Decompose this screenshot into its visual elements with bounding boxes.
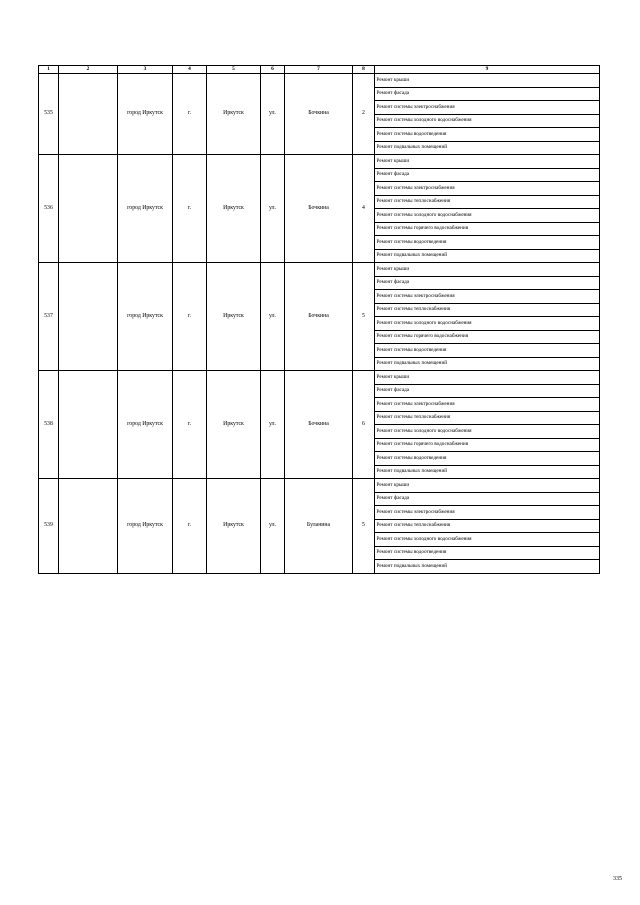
repair-work-item: Ремонт подвальных помещений bbox=[375, 560, 600, 574]
repair-work-item: Ремонт фасада bbox=[375, 168, 600, 182]
repair-work-item: Ремонт подвальных помещений bbox=[375, 249, 600, 263]
header-col-7: 7 bbox=[285, 66, 353, 74]
repair-work-item: Ремонт системы холодного водоснабжения bbox=[375, 533, 600, 547]
record-number: 537 bbox=[39, 263, 59, 371]
record-locality-type: г. bbox=[173, 371, 207, 479]
record-city: город Иркутск bbox=[118, 371, 173, 479]
record-house: 2 bbox=[353, 74, 375, 155]
record-col2 bbox=[59, 479, 118, 574]
record-house: 4 bbox=[353, 155, 375, 263]
table-row bbox=[39, 74, 600, 88]
record-street: Бочкина bbox=[285, 371, 353, 479]
repair-work-item: Ремонт фасада bbox=[375, 87, 600, 101]
record-col2 bbox=[59, 74, 118, 155]
record-street-type: ул. bbox=[261, 263, 285, 371]
record-street: Буланина bbox=[285, 479, 353, 574]
record-street: Бочкина bbox=[285, 74, 353, 155]
record-city: город Иркутск bbox=[118, 155, 173, 263]
header-col-8: 8 bbox=[353, 66, 375, 74]
record-house: 5 bbox=[353, 479, 375, 574]
repair-work-item: Ремонт фасада bbox=[375, 492, 600, 506]
repair-work-item: Ремонт системы теплоснабжения bbox=[375, 303, 600, 317]
header-col-5: 5 bbox=[207, 66, 261, 74]
repair-work-item: Ремонт системы холодного водоснабжения bbox=[375, 209, 600, 223]
repair-work-item: Ремонт системы теплоснабжения bbox=[375, 195, 600, 209]
repair-work-item: Ремонт системы электроснабжения bbox=[375, 506, 600, 520]
record-locality: Иркутск bbox=[207, 479, 261, 574]
header-col-9: 9 bbox=[375, 66, 600, 74]
repair-table bbox=[38, 65, 600, 574]
record-locality-type: г. bbox=[173, 263, 207, 371]
record-col2 bbox=[59, 155, 118, 263]
record-street-type: ул. bbox=[261, 479, 285, 574]
record-locality-type: г. bbox=[173, 74, 207, 155]
record-number: 536 bbox=[39, 155, 59, 263]
record-col2 bbox=[59, 263, 118, 371]
header-col-2: 2 bbox=[59, 66, 118, 74]
record-house: 5 bbox=[353, 263, 375, 371]
record-locality-type: г. bbox=[173, 155, 207, 263]
header-col-3: 3 bbox=[118, 66, 173, 74]
record-street: Бочкина bbox=[285, 155, 353, 263]
repair-work-item: Ремонт системы электроснабжения bbox=[375, 182, 600, 196]
repair-work-item: Ремонт подвальных помещений bbox=[375, 465, 600, 479]
repair-work-item: Ремонт системы водоотведения bbox=[375, 236, 600, 250]
record-locality: Иркутск bbox=[207, 371, 261, 479]
header-row bbox=[39, 66, 600, 74]
record-street-type: ул. bbox=[261, 371, 285, 479]
record-locality-type: г. bbox=[173, 479, 207, 574]
repair-work-item: Ремонт системы водоотведения bbox=[375, 546, 600, 560]
record-locality: Иркутск bbox=[207, 74, 261, 155]
repair-work-item: Ремонт крыши bbox=[375, 155, 600, 169]
record-city: город Иркутск bbox=[118, 263, 173, 371]
record-city: город Иркутск bbox=[118, 479, 173, 574]
record-number: 535 bbox=[39, 74, 59, 155]
repair-work-item: Ремонт подвальных помещений bbox=[375, 357, 600, 371]
record-col2 bbox=[59, 371, 118, 479]
record-street-type: ул. bbox=[261, 155, 285, 263]
table-body bbox=[39, 74, 600, 574]
repair-work-item: Ремонт системы холодного водоснабжения bbox=[375, 425, 600, 439]
repair-work-item: Ремонт системы водоотведения bbox=[375, 452, 600, 466]
repair-work-item: Ремонт системы горячего водоснабжения bbox=[375, 438, 600, 452]
repair-work-item: Ремонт системы горячего водоснабжения bbox=[375, 330, 600, 344]
table-row bbox=[39, 155, 600, 169]
repair-work-item: Ремонт крыши bbox=[375, 479, 600, 493]
repair-work-item: Ремонт крыши bbox=[375, 263, 600, 277]
repair-work-item: Ремонт системы электроснабжения bbox=[375, 398, 600, 412]
record-number: 538 bbox=[39, 371, 59, 479]
repair-work-item: Ремонт системы теплоснабжения bbox=[375, 519, 600, 533]
repair-work-item: Ремонт системы горячего водоснабжения bbox=[375, 222, 600, 236]
repair-work-item: Ремонт крыши bbox=[375, 74, 600, 88]
header-col-6: 6 bbox=[261, 66, 285, 74]
repair-work-item: Ремонт подвальных помещений bbox=[375, 141, 600, 155]
page-number: 335 bbox=[613, 876, 622, 882]
header-col-4: 4 bbox=[173, 66, 207, 74]
record-locality: Иркутск bbox=[207, 155, 261, 263]
table-row bbox=[39, 263, 600, 277]
repair-work-item: Ремонт крыши bbox=[375, 371, 600, 385]
repair-work-item: Ремонт системы холодного водоснабжения bbox=[375, 317, 600, 331]
record-street: Бочкина bbox=[285, 263, 353, 371]
table-row bbox=[39, 371, 600, 385]
repair-work-item: Ремонт системы холодного водоснабжения bbox=[375, 114, 600, 128]
record-house: 6 bbox=[353, 371, 375, 479]
repair-work-item: Ремонт системы электроснабжения bbox=[375, 290, 600, 304]
table-row bbox=[39, 479, 600, 493]
record-number: 539 bbox=[39, 479, 59, 574]
repair-work-item: Ремонт системы электроснабжения bbox=[375, 101, 600, 115]
header-col-1: 1 bbox=[39, 66, 59, 74]
record-locality: Иркутск bbox=[207, 263, 261, 371]
repair-work-item: Ремонт системы водоотведения bbox=[375, 128, 600, 142]
repair-work-item: Ремонт фасада bbox=[375, 384, 600, 398]
repair-work-item: Ремонт системы водоотведения bbox=[375, 344, 600, 358]
repair-work-item: Ремонт фасада bbox=[375, 276, 600, 290]
repair-work-item: Ремонт системы теплоснабжения bbox=[375, 411, 600, 425]
record-street-type: ул. bbox=[261, 74, 285, 155]
record-city: город Иркутск bbox=[118, 74, 173, 155]
